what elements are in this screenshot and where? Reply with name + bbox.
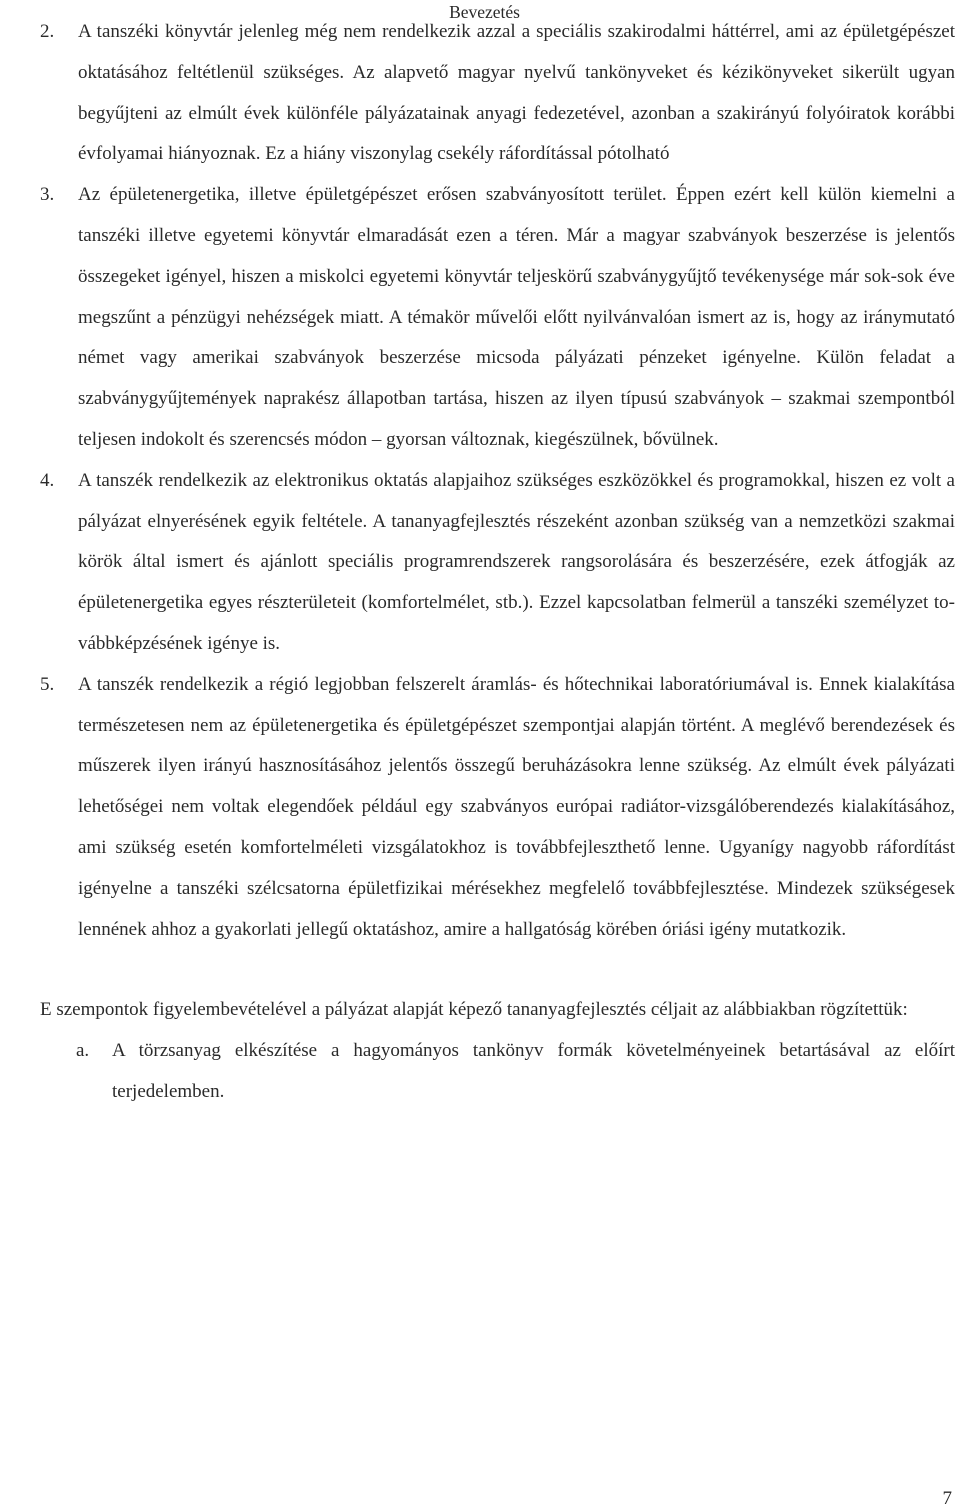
list-item-5 [40, 665, 955, 951]
running-header: Bevezetés [449, 2, 520, 22]
list-marker: 2. [40, 21, 55, 42]
list-item-3 [40, 175, 955, 461]
list-item-text: A tanszék rendelkezik az elektronikus oktatás alapjaihoz szükséges eszközökkel és programokkal, hiszen ez volt a pályázat elnyerésének egyik feltétele. A tananyagfejlesztés részeként azonban szükség van a nemzetközi szakmai körök által ismert és ajánlott speciális programrendszerek rangsorolására és beszerzésére, ezek átfogják az épületenergetika egyes részterületeit (komfortelmélet, stb.). Ezzel kapcsolatban felmerül a tanszéki személyzet továbbképzésének igénye is. [78, 469, 955, 654]
document-body [40, 12, 955, 1113]
page-number: 7 [942, 1488, 952, 1509]
goal-item-a [76, 1031, 955, 1113]
summary-paragraph: E szempontok figyelembevételével a pályázat alapját képező tananyagfejlesztés céljait az alábbiakban rögzítettük: [40, 999, 908, 1021]
goals-list [76, 1031, 955, 1113]
list-marker: 5. [40, 673, 55, 695]
list-item-text: A tanszéki könyvtár jelenleg még nem rendelkezik azzal a speciális szakirodalmi háttérrel, ami az épületgépészet oktatásához feltétlenül szükséges. Az alapvető magyar nyelvű tankönyveket és kézikönyveket sikerült ugyan begyűjteni az elmúlt évek különféle pályázatainak anyagi fedezetével, azonban a szakirányú folyóiratok korábbi évfolyamai hiányoznak. Ez a hiány viszonylag csekély ráfordítással pótolható [78, 21, 955, 165]
list-item-2 [40, 12, 955, 175]
list-item-text: A törzsanyag elkészítése a hagyományos tankönyv formák követelményeinek betartásával az előírt terjedelemben. [112, 1040, 955, 1102]
list-marker: 3. [40, 184, 55, 206]
list-marker: 4. [40, 469, 55, 491]
list-item-text: Az épületenergetika, illetve épületgépészet erősen szabványosított terület. Éppen ezért kell külön kiemelni a tanszéki illetve egyetemi könyvtár elmaradását ezen a téren. Már a magyar szabványok beszerzése is jelentős összegeket igényel, hiszen a miskolci egyetemi könyvtár teljeskörű szabványgyűjtő tevékenysége már sok-sok éve megszűnt a pénzügyi nehézségek miatt. A témakör művelői előtt nyilvánvalóan ismert az is, hogy az iránymutató német vagy amerikai szabványok beszerzése micsoda pályázati pénzeket igényelne. Külön feladat a szabványgyűjtemények naprakész állapotban tartása, hiszen az ilyen típusú szabványok – szakmai szempontból teljesen indokolt és szerencsés módon – gyorsan változnak, kiegészülnek, bővülnek. [78, 184, 955, 450]
list-item-text: A tanszék rendelkezik a régió legjobban felszerelt áramlás- és hőtechnikai laboratóriumával is. Ennek kialakítása természetesen nem az épületenergetika és épületgépészet szempontjai alapján történt. A meglévő berendezések és műszerek ilyen irányú hasznosításához jelentős összegű beruházásokra lenne szükség. Az elmúlt évek pályázati lehetőségei nem voltak elegendőek például egy szabványos európai radiátor-vizsgálóberendezés kialakításához, ami szükség esetén komfortelméleti vizsgálatokhoz is továbbfejleszthető lenne. Ugyanígy nagyobb ráfordítást igényelne a tanszéki szélcsatorna épületfizikai mérésekhez megfelelő továbbfejlesztése. Mindezek szükségesek lennének ahhoz a gyakorlati jellegű oktatáshoz, amire a hallgatóság körében óriási igény mutatkozik. [78, 673, 955, 940]
list-marker: a. [76, 1040, 90, 1062]
list-item-4 [40, 461, 955, 665]
